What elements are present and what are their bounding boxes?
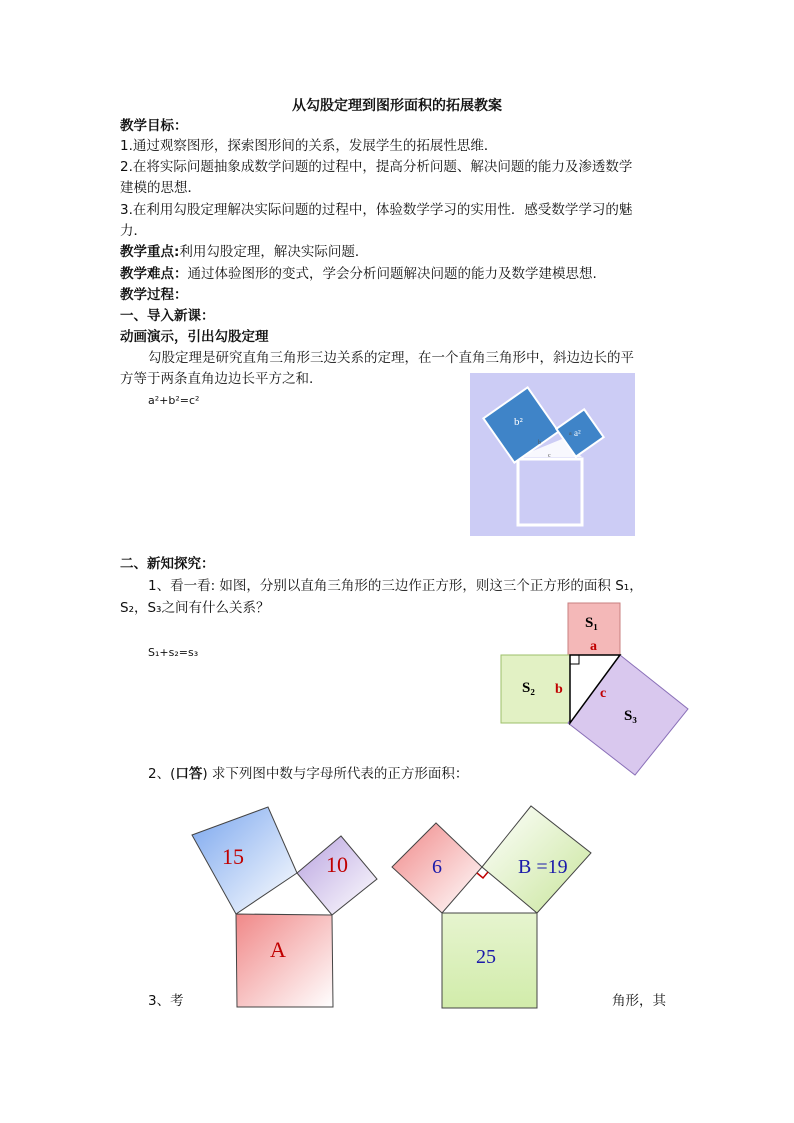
objective-3: 3.在利用勾股定理解决实际问题的过程中，体验数学学习的实用性．感受数学学习的魅 (120, 202, 633, 218)
right-angle-mark (477, 872, 488, 878)
value-25: 25 (476, 946, 496, 968)
question-2-suffix: ) 求下列图中数与字母所代表的正方形面积： (202, 766, 469, 782)
value-15: 15 (222, 844, 244, 869)
label-side-c: c (600, 686, 607, 701)
label-s3: S₃ (624, 708, 637, 724)
label-side-b: b (555, 682, 563, 697)
label-b: b (538, 440, 541, 446)
label-b-squared: b² (514, 416, 523, 428)
question-2-bold: 口答 (175, 766, 203, 782)
section2-heading: 二、新知探究： (120, 556, 215, 572)
key-point-text: 利用勾股定理，解决实际问题． (179, 244, 369, 260)
objective-1: 1.通过观察图形，探索图形间的关系，发展学生的拓展性思维． (120, 138, 498, 154)
question-3-end: 角形，其 (612, 993, 666, 1009)
label-s1: S₁ (585, 615, 598, 631)
difficulty (120, 264, 597, 284)
exercise-figure-right (390, 805, 595, 1010)
value-a: A (270, 937, 286, 962)
section1-paragraph-2: 方等于两条直角边边长平方之和. (120, 371, 314, 387)
key-point-label: 教学重点: (120, 244, 180, 260)
objective-2-cont: 建模的思想． (120, 180, 201, 196)
question-1-answer: S₁+s₂=s₃ (148, 646, 199, 659)
question-2 (148, 764, 468, 784)
document-title: 从勾股定理到图形面积的拓展教案 (292, 98, 502, 114)
difficulty-text: 通过体验图形的变式，学会分析问题解决问题的能力及数学建模思想. (187, 266, 597, 282)
section1-subheading: 动画演示，引出勾股定理 (120, 329, 269, 345)
exercise-figure-left (190, 805, 385, 1010)
difficulty-label: 教学难点： (120, 266, 188, 282)
pythagorean-formula: a²+b²=c² (148, 394, 200, 407)
square-15 (192, 807, 297, 914)
label-s2: S₂ (522, 680, 535, 696)
label-a-squared: a² (574, 428, 581, 438)
label-c: c (548, 453, 551, 459)
label-a: a (569, 431, 572, 437)
objectives-heading: 教学目标： (120, 118, 188, 134)
pythagoras-animation-figure (470, 373, 635, 536)
key-point (120, 242, 368, 262)
question-1-line-1: 1、看一看: 如图，分别以直角三角形的三边作正方形，则这三个正方形的面积 S₁， (148, 578, 643, 594)
question-3-start: 3、考 (148, 993, 184, 1009)
objective-2: 2.在将实际问题抽象成数学问题的过程中，提高分析问题、解决问题的能力及渗透数学 (120, 159, 633, 175)
value-b-19: B =19 (518, 856, 568, 878)
question-2-prefix: 2、( (148, 766, 176, 782)
three-squares-figure (498, 600, 692, 778)
value-6: 6 (432, 856, 442, 878)
value-10: 10 (326, 852, 348, 877)
section1-paragraph-1: 勾股定理是研究直角三角形三边关系的定理，在一个直角三角形中，斜边边长的平 (148, 350, 634, 366)
question-1-line-2: S₂，S₃之间有什么关系？ (120, 600, 270, 616)
section1-heading: 一、导入新课： (120, 308, 215, 324)
label-side-a: a (590, 639, 597, 654)
process-heading: 教学过程： (120, 287, 188, 303)
objective-3-cont: 力． (120, 223, 147, 239)
